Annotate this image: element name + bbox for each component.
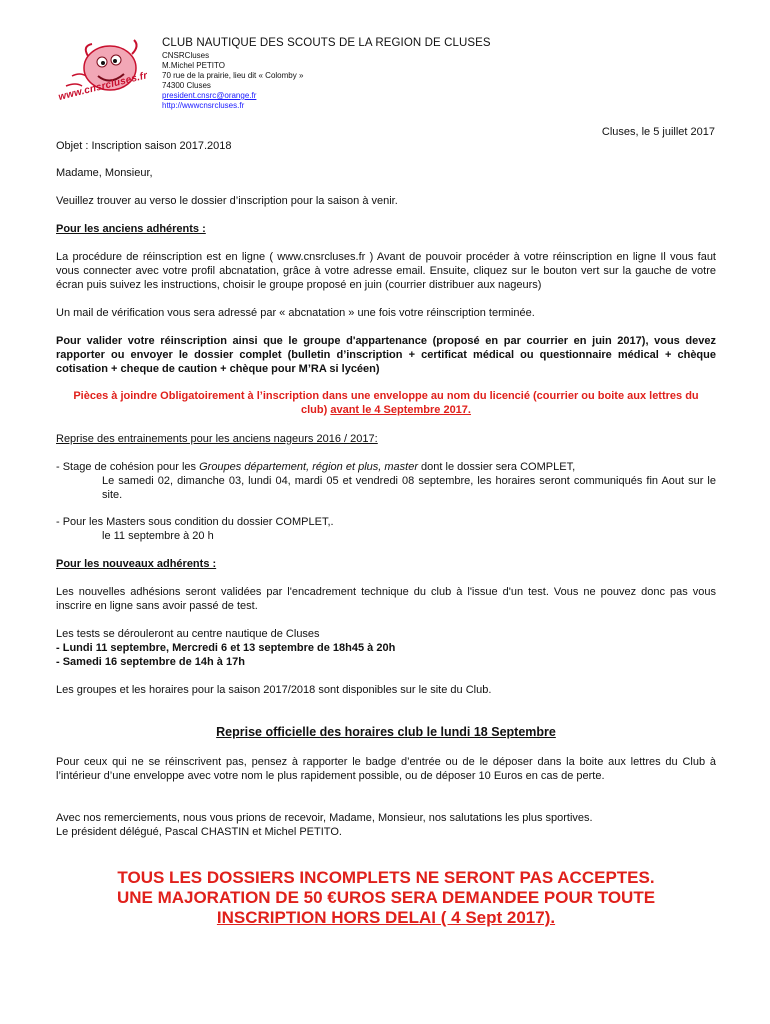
salutation: Madame, Monsieur, xyxy=(56,167,153,179)
anciens-paragraph-1: La procédure de réinscription est en ligne ( www.cnsrcluses.fr ) Avant de pouvoir procéder à votre réinscription en ligne Il vous faut vous connecter avec votre profil abcnatation, grâce à votre adresse email. Ensuite, cliquez sur le bouton vert sur la gauche de votre écran puis suivez les instructions, choisir le groupe proposé en juin (courrier distribuer aux nageurs) xyxy=(56,251,716,291)
warning-line-2: UNE MAJORATION DE 50 €UROS SERA DEMANDEE POUR TOUTE xyxy=(116,888,656,907)
club-address xyxy=(162,51,303,111)
stage-text-b: dont le dossier sera COMPLET, xyxy=(418,461,576,473)
heading-reprise xyxy=(56,432,716,446)
stage-line xyxy=(56,460,716,474)
warning-line-3: INSCRIPTION HORS DELAI ( 4 Sept 2017). xyxy=(216,908,556,927)
masters-date: le 11 septembre à 20 h xyxy=(102,530,214,542)
anciens-paragraph-2: Un mail de vérification vous sera adressé par « abcnatation » une fois votre réinscription terminée. xyxy=(56,307,535,319)
nouveaux-paragraph: Les nouvelles adhésions seront validées par l'encadrement technique du club à l'issue d'un test. Vous ne pouvez donc pas vous inscrire en ligne sans avoir passé de test. xyxy=(56,586,716,612)
stage-groups: Groupes département, région et plus, master xyxy=(199,461,418,473)
closing-paragraph: Avec nos remerciements, nous vous prions de recevoir, Madame, Monsieur, nos salutations les plus sportives. xyxy=(56,812,593,824)
heading-reprise-text: Reprise des entrainements pour les anciens nageurs 2016 / 2017: xyxy=(56,433,378,445)
stage-dates-text: Le samedi 02, dimanche 03, lundi 04, mardi 05 et vendredi 08 septembre, les horaires seront communiqués fin Aout sur le site. xyxy=(102,475,716,501)
groupes-paragraph: Les groupes et les horaires pour la saison 2017/2018 sont disponibles sur le site du Club. xyxy=(56,684,492,696)
subject-line: Objet : Inscription saison 2017.2018 xyxy=(56,140,232,152)
reprise-officielle-title: Reprise officielle des horaires club le lundi 18 Septembre xyxy=(216,725,556,739)
pieces-deadline: avant le 4 Septembre 2017. xyxy=(330,404,471,416)
badge-paragraph: Pour ceux qui ne se réinscrivent pas, pensez à rapporter le badge d’entrée ou de le déposer dans la boite aux lettres du Club à l’intérieur d’une enveloppe avec votre nom le plus rapidement possible, ou de déposer 10 Euros en cas de perte. xyxy=(56,756,716,782)
logo-text: www.cnsrcluses.fr xyxy=(57,70,149,103)
masters-line: - Pour les Masters sous condition du dossier COMPLET,. xyxy=(56,516,334,528)
signature: Le président délégué, Pascal CHASTIN et Michel PETITO. xyxy=(56,826,342,838)
tests-date-2: - Samedi 16 septembre de 14h à 17h xyxy=(56,656,245,668)
warning-line-1: TOUS LES DOSSIERS INCOMPLETS NE SERONT PAS ACCEPTES. xyxy=(117,868,655,887)
pieces-paragraph xyxy=(56,389,716,417)
stage-dates xyxy=(56,474,716,502)
letter-date: Cluses, le 5 juillet 2017 xyxy=(601,126,715,138)
pieces-text: Pièces à joindre Obligatoirement à l’inscription dans une enveloppe au nom du licencié (courrier ou boite aux lettres du club) xyxy=(73,390,699,416)
stage-text-a: - Stage de cohésion pour les xyxy=(56,461,200,473)
anciens-paragraph-3: Pour valider votre réinscription ainsi que le groupe d'appartenance (proposé en par courrier en juin 2017), vous devez rapporter ou envoyer le dossier complet (bulletin d’inscription + certificat médical ou questionnaire médical + chèque cotisation + cheque de caution + chèque pour M’RA si lycéen) xyxy=(56,335,716,375)
website-link[interactable]: http://wwwcnsrcluses.fr xyxy=(162,101,245,110)
street-address: 70 rue de la prairie, lieu dit « Colomby » xyxy=(162,71,304,80)
president-name: M.Michel PETITO xyxy=(162,61,225,70)
tests-intro: Les tests se dérouleront au centre nautique de Cluses xyxy=(56,628,320,640)
club-short-name: CNSRCluses xyxy=(162,51,210,60)
postal-city: 74300 Cluses xyxy=(162,81,211,90)
warning-block xyxy=(56,868,716,928)
club-title: CLUB NAUTIQUE DES SCOUTS DE LA REGION DE CLUSES xyxy=(162,37,491,49)
intro-paragraph: Veuillez trouver au verso le dossier d’inscription pour la saison à venir. xyxy=(56,195,398,207)
heading-nouveaux: Pour les nouveaux adhérents : xyxy=(56,558,217,570)
email-link[interactable]: president.cnsrc@orange.fr xyxy=(162,91,257,100)
heading-anciens: Pour les anciens adhérents : xyxy=(56,223,206,235)
tests-date-1: - Lundi 11 septembre, Mercredi 6 et 13 septembre de 18h45 à 20h xyxy=(56,642,396,654)
